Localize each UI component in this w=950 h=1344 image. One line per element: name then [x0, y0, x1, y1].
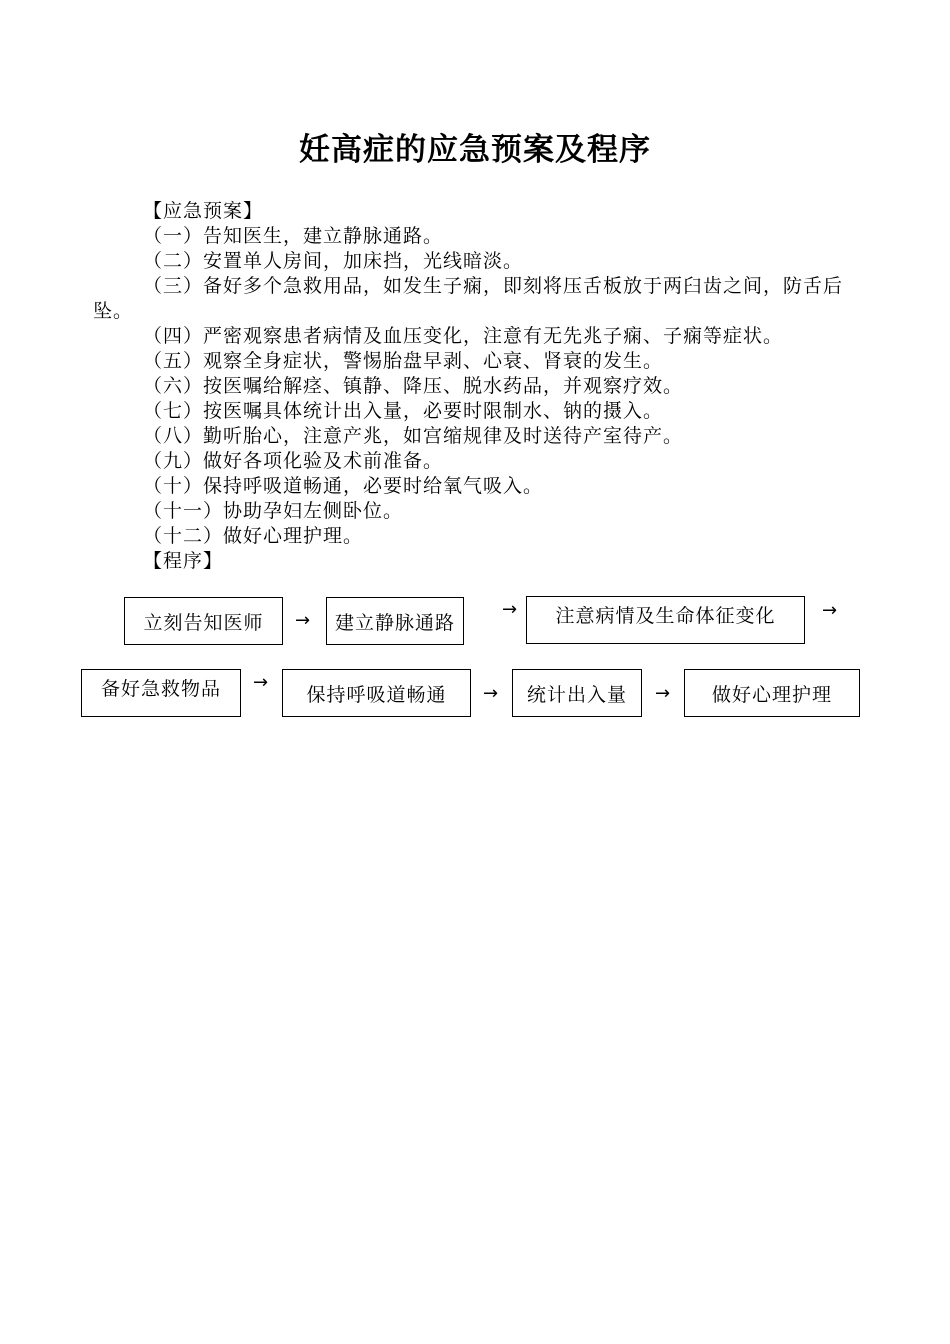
flow-step-monitor-vitals: 注意病情及生命体征变化 [526, 596, 805, 644]
plan-item-10: （十）保持呼吸道畅通，必要时给氧气吸入。 [143, 475, 544, 497]
flow-arrow-5: → [483, 683, 499, 704]
flow-step-airway: 保持呼吸道畅通 [282, 669, 471, 717]
flow-arrow-6: → [655, 683, 671, 704]
flow-arrow-4: → [253, 672, 269, 693]
plan-item-1: （一）告知医生，建立静脉通路。 [143, 225, 444, 247]
page-title: 妊高症的应急预案及程序 [299, 132, 651, 168]
flow-step-notify-doctor: 立刻告知医师 [124, 597, 283, 645]
plan-item-8: （八）勤听胎心，注意产兆，如宫缩规律及时送待产室待产。 [143, 425, 684, 447]
flow-arrow-2: → [502, 599, 518, 620]
flow-step-psych-care: 做好心理护理 [684, 669, 860, 717]
plan-item-2: （二）安置单人房间，加床挡，光线暗淡。 [143, 250, 524, 272]
plan-item-4: （四）严密观察患者病情及血压变化，注意有无先兆子痫、子痫等症状。 [143, 325, 784, 347]
plan-item-7: （七）按医嘱具体统计出入量，必要时限制水、钠的摄入。 [143, 400, 664, 422]
flow-arrow-1: → [295, 610, 311, 631]
flow-step-emergency-supplies: 备好急救物品 [81, 669, 241, 717]
flow-step-iv-access: 建立静脉通路 [326, 597, 464, 645]
plan-item-5: （五）观察全身症状，警惕胎盘早剥、心衰、肾衰的发生。 [143, 350, 664, 372]
plan-item-12: （十二）做好心理护理。 [143, 525, 364, 547]
plan-heading: 【应急预案】 [143, 200, 264, 222]
plan-item-6: （六）按医嘱给解痉、镇静、降压、脱水药品，并观察疗效。 [143, 375, 684, 397]
document-body [93, 199, 863, 574]
plan-item-9: （九）做好各项化验及术前准备。 [143, 450, 444, 472]
procedure-heading: 【程序】 [143, 550, 224, 572]
flow-arrow-3: → [822, 600, 838, 621]
plan-item-11: （十一）协助孕妇左侧卧位。 [143, 500, 404, 522]
plan-item-3: （三）备好多个急救用品，如发生子痫，即刻将压舌板放于两臼齿之间，防舌后坠。 [93, 275, 844, 322]
flow-step-intake-output: 统计出入量 [512, 669, 642, 717]
